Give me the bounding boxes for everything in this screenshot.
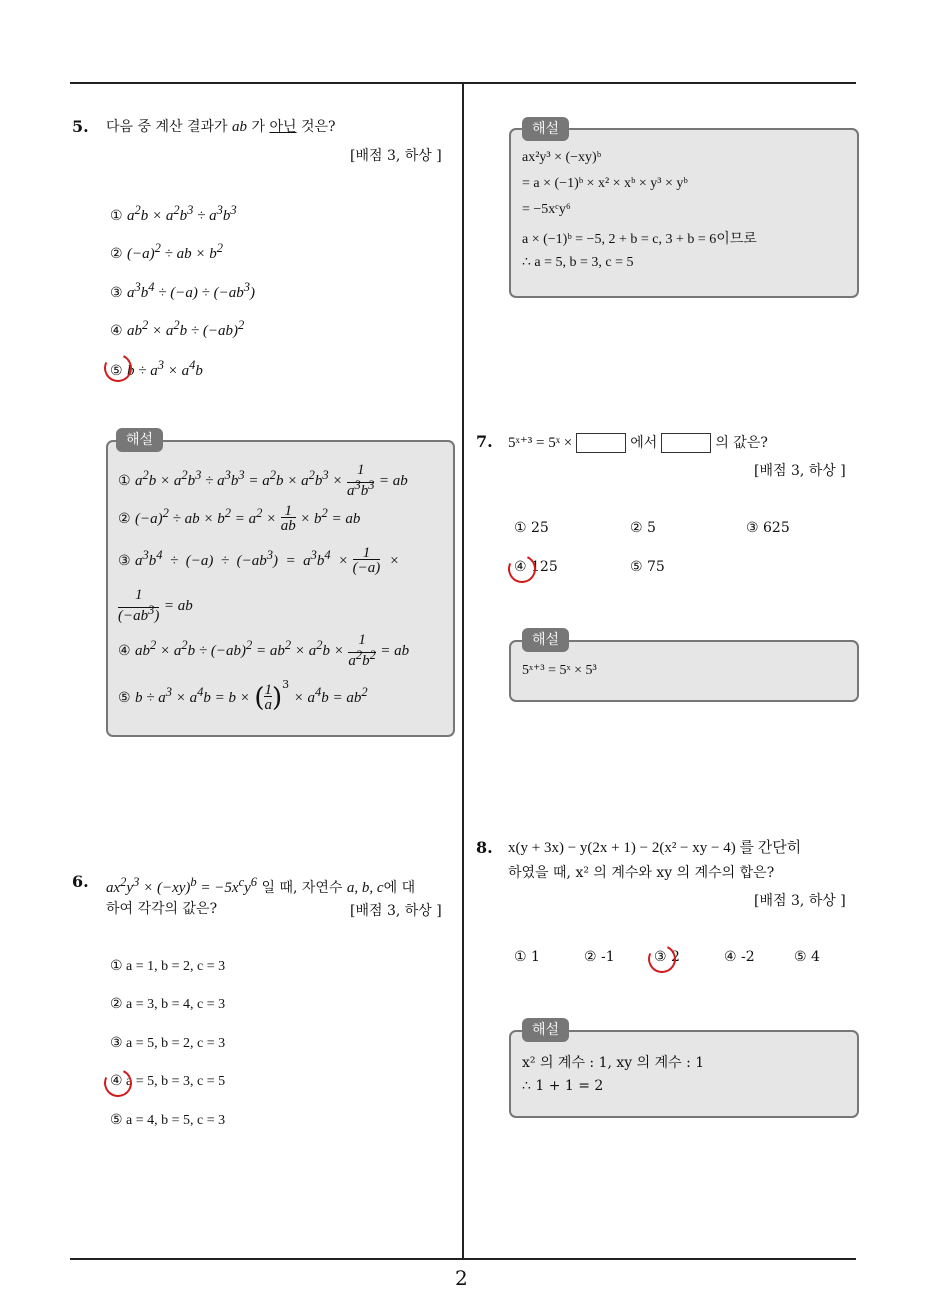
q7-solution-tag: 해설 [522, 628, 569, 652]
q8-solution-line-1: x² 의 계수 : 1, xy 의 계수 : 1 [522, 1055, 705, 1071]
q5-solution-tag: 해설 [116, 428, 163, 452]
q5-option-2[interactable]: ② $(-a)^2$ ÷ ab × $b^2$ [110, 241, 223, 262]
q7-blank-2 [661, 433, 711, 453]
page-number: 2 [455, 1266, 468, 1290]
q5-answer-mark [100, 350, 136, 386]
question-5-text: 다음 중 계산 결과가 ab 가 아닌 것은? [106, 119, 336, 135]
q7-solution-line-1: 5ˣ⁺³ = 5ˣ × 5³ [522, 663, 597, 678]
q5-solution-line-5: ④ $ab^2 \times a^2b \div (-ab)^2 = ab^2 \times a^2b \times \frac{1}{a^2b^2}$ = ab [118, 632, 410, 669]
q5-solution-line-1: ① $a^2b \times a^2b^3 \div a^3b^3 = a^2b \times a^2b^3 \times \frac{1}{a^3b^3}$ = ab [118, 462, 408, 499]
q8-option-3[interactable]: ③ 2 [654, 949, 680, 965]
q6-option-1[interactable]: ① a = 1, b = 2, c = 3 [110, 959, 226, 974]
q6-option-4[interactable]: ④ a = 5, b = 3, c = 5 [110, 1074, 226, 1089]
q7-option-1[interactable]: ① 25 [514, 520, 549, 536]
question-8-number: 8. [476, 838, 493, 857]
q5-solution-line-2: ② $(-a)^2$ ÷ ab × $b^2 = a^2 \times \frac{1}{ab} \times b^2$ = ab [118, 503, 361, 534]
q7-option-2[interactable]: ② 5 [630, 520, 656, 536]
q7-answer-mark [504, 551, 540, 587]
question-7-number: 7. [476, 432, 493, 451]
q6-option-2[interactable]: ② a = 3, b = 4, c = 3 [110, 997, 226, 1012]
q6-solution-line-3: = −5xᶜy⁶ [522, 202, 571, 217]
q6-answer-mark [100, 1065, 136, 1101]
q6-solution-line-4: a × (−1)ᵇ = −5, 2 + b = c, 3 + b = 6이므로 [522, 232, 757, 247]
question-7-meta: [배점 3, 하상 ] [754, 463, 846, 479]
q5-option-5[interactable]: ⑤ $b \div a^3 \times a^4b$ [110, 358, 203, 379]
q5-solution-line-4: $\frac{1}{(-ab^3)}$ = ab [118, 587, 193, 624]
q6-solution-line-1: ax²y³ × (−xy)ᵇ [522, 150, 602, 165]
q5-option-1[interactable]: ① $a^2b \times a^2b^3 \div a^3b^3$ [110, 203, 237, 224]
question-8-text-line-2: 하였을 때, x² 의 계수와 xy 의 계수의 합은? [508, 865, 775, 881]
q8-option-4[interactable]: ④ -2 [724, 949, 755, 965]
q6-solution-line-2: = a × (−1)ᵇ × x² × xᵇ × y³ × yᵇ [522, 176, 688, 191]
q8-option-1[interactable]: ① 1 [514, 949, 540, 965]
question-8-meta: [배점 3, 하상 ] [754, 893, 846, 909]
q8-solution-box [509, 1030, 859, 1118]
q7-option-5[interactable]: ⑤ 75 [630, 559, 665, 575]
column-divider [462, 84, 464, 1260]
q8-solution-tag: 해설 [522, 1018, 569, 1042]
q5-option-3[interactable]: ③ $a^3b^4 \div (-a) \div (-ab^3)$ [110, 280, 255, 301]
q8-solution-line-2: ∴ 1 + 1 = 2 [522, 1078, 604, 1094]
question-7-text [508, 430, 768, 456]
q6-option-3[interactable]: ③ a = 5, b = 2, c = 3 [110, 1036, 226, 1051]
q6-option-5[interactable]: ⑤ a = 4, b = 5, c = 3 [110, 1113, 226, 1128]
q5-solution-line-6: ⑤ $b \div a^3 \times a^4b = b \times (\frac{1}{a})^3 \times a^4b = ab^2$ [118, 678, 368, 713]
q7-option-3[interactable]: ③ 625 [746, 520, 790, 536]
question-5-meta: [배점 3, 하상 ] [350, 148, 442, 164]
question-6-number: 6. [72, 872, 89, 891]
q7-blank-1 [576, 433, 626, 453]
q8-answer-mark [644, 941, 680, 977]
q5-option-4[interactable]: ④ $ab^2 \times a^2b \div (-ab)^2$ [110, 318, 245, 339]
question-8-text-line-1: x(y + 3x) − y(2x + 1) − 2(x² − xy − 4) 를 간단히 [508, 840, 802, 856]
q8-option-5[interactable]: ⑤ 4 [794, 949, 820, 965]
question-6-meta: [배점 3, 하상 ] [350, 903, 442, 919]
q7-equation: 5ˣ⁺³ = 5ˣ × [508, 435, 573, 451]
q6-solution-tag: 해설 [522, 117, 569, 141]
question-6-text-line-2: 하여 각각의 값은? [106, 901, 218, 917]
q5-solution-line-3: ③ $a^3b^4 \div (-a) \div (-ab^3) = a^3b^4 \times \frac{1}{(-a)}$ × [118, 545, 400, 576]
q7-text-mid: 에서 [630, 435, 658, 451]
q6-solution-line-5: ∴ a = 5, b = 3, c = 5 [522, 255, 634, 270]
bottom-rule [70, 1258, 856, 1260]
q8-option-2[interactable]: ② -1 [584, 949, 615, 965]
q7-text-post: 의 값은? [715, 435, 768, 451]
q7-option-4[interactable]: ④ 125 [514, 559, 558, 575]
question-6-text-line-1: $ax^2y^3 \times (-xy)^b = -5x^cy^6$ 일 때, 자연수 a, b, c에 대 [106, 875, 416, 896]
question-5-number: 5. [72, 117, 89, 136]
